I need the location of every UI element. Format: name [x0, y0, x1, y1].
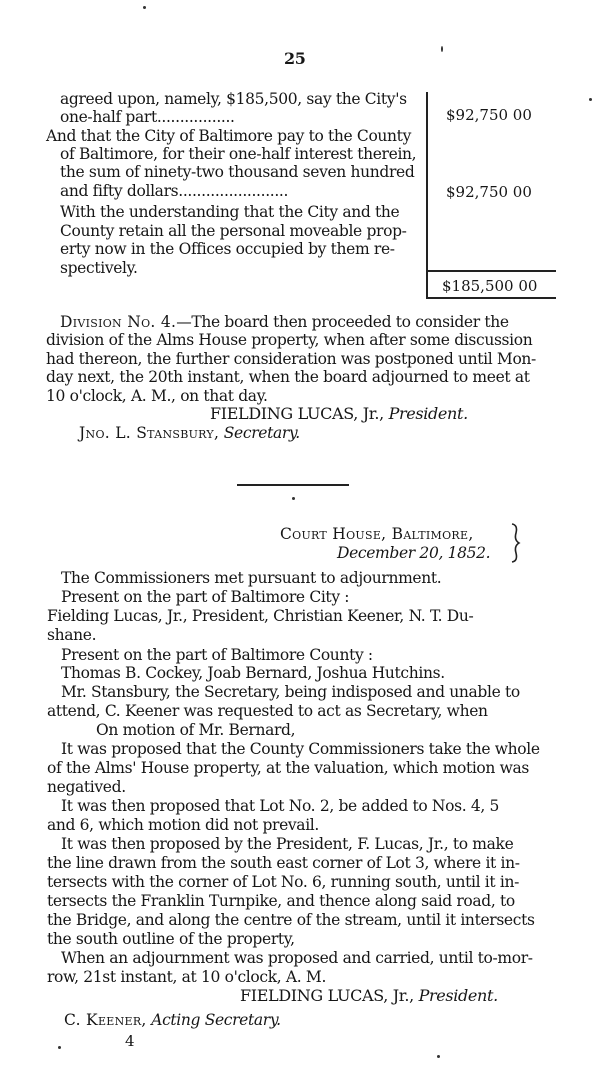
- settlement-line-9: erty now in the Offices occupied by them re-: [60, 240, 395, 258]
- president-name-2: FIELDING LUCAS, Jr.,: [240, 986, 414, 1005]
- speck: [441, 46, 443, 52]
- dateline-date: December 20, 1852.: [337, 544, 491, 562]
- division-line-1-text: —The board then proceeded to consider the: [176, 313, 509, 331]
- acting-secretary-name: C. Keener,: [64, 1011, 147, 1029]
- amount-city-share: $92,750 00: [446, 106, 532, 124]
- minutes-line-6: Thomas B. Cockey, Joab Bernard, Joshua Hutchins.: [61, 664, 445, 682]
- division-line-3: had thereon, the further consideration was postponed until Mon-: [46, 350, 536, 368]
- minutes-line-19: the Bridge, and along the centre of the stream, until it intersects: [47, 911, 535, 929]
- settlement-line-4: of Baltimore, for their one-half interest therein,: [60, 145, 417, 163]
- section-divider: [237, 484, 349, 486]
- settlement-line-1: agreed upon, namely, $185,500, say the City's: [60, 90, 407, 108]
- president-title-2: President.: [418, 986, 498, 1005]
- minutes-line-20: the south outline of the property,: [47, 930, 295, 948]
- total-underline: [426, 297, 556, 299]
- division-line-4: day next, the 20th instant, when the board adjourned to meet at: [46, 368, 530, 386]
- amount-total: $185,500 00: [442, 277, 538, 295]
- settlement-line-8: County retain all the personal moveable prop-: [60, 222, 407, 240]
- minutes-line-21: When an adjournment was proposed and carried, until to-mor-: [61, 949, 533, 967]
- division-line-1: [60, 313, 509, 331]
- total-rule: [426, 270, 556, 272]
- president-title: President.: [388, 404, 468, 423]
- minutes-line-13: It was then proposed that Lot No. 2, be added to Nos. 4, 5: [61, 797, 500, 815]
- secretary-signature: [79, 424, 300, 442]
- minutes-line-5: Present on the part of Baltimore County :: [61, 646, 373, 664]
- minutes-line-9: On motion of Mr. Bernard,: [96, 721, 296, 739]
- minutes-line-4: shane.: [47, 626, 97, 644]
- president-signature: [210, 405, 468, 423]
- page-number: 25: [284, 49, 306, 68]
- secretary-title: Secretary.: [223, 424, 300, 442]
- minutes-line-16: the line drawn from the south east corner of Lot 3, where it in-: [47, 854, 520, 872]
- minutes-line-3: Fielding Lucas, Jr., President, Christian Keener, N. T. Du-: [47, 607, 474, 625]
- speck: [143, 6, 146, 9]
- division-heading: Division No. 4.: [60, 313, 177, 331]
- settlement-line-10: spectively.: [60, 259, 138, 277]
- minutes-line-12: negatived.: [47, 778, 126, 796]
- settlement-line-5: the sum of ninety-two thousand seven hundred: [60, 163, 415, 181]
- acting-secretary-title: Acting Secretary.: [151, 1011, 281, 1029]
- speck: [589, 98, 592, 101]
- signature-mark: 4: [125, 1032, 135, 1050]
- speck: [58, 1046, 61, 1049]
- secretary-name: Jno. L. Stansbury,: [79, 424, 220, 442]
- speck: [292, 497, 295, 500]
- president-name: FIELDING LUCAS, Jr.,: [210, 404, 384, 423]
- amount-column-rule: [426, 92, 428, 298]
- amount-county-share: $92,750 00: [446, 183, 532, 201]
- division-line-2: division of the Alms House property, when after some discussion: [46, 331, 533, 349]
- minutes-line-11: of the Alms' House property, at the valuation, which motion was: [47, 759, 530, 777]
- speck: [437, 1055, 440, 1058]
- settlement-line-6: and fifty dollars........................: [60, 182, 289, 200]
- minutes-line-18: tersects the Franklin Turnpike, and thence along said road, to: [47, 892, 515, 910]
- minutes-line-22: row, 21st instant, at 10 o'clock, A. M.: [47, 968, 327, 986]
- minutes-line-10: It was proposed that the County Commissioners take the whole: [61, 740, 540, 758]
- minutes-line-14: and 6, which motion did not prevail.: [47, 816, 319, 834]
- president-signature-2: [240, 987, 498, 1005]
- minutes-line-1: The Commissioners met pursuant to adjournment.: [61, 569, 442, 587]
- dateline-place: Court House, Baltimore,: [280, 525, 474, 543]
- division-line-5: 10 o'clock, A. M., on that day.: [46, 387, 268, 405]
- minutes-line-7: Mr. Stansbury, the Secretary, being indisposed and unable to: [61, 683, 520, 701]
- minutes-line-15: It was then proposed by the President, F. Lucas, Jr., to make: [61, 835, 514, 853]
- settlement-line-2: one-half part.................: [60, 108, 235, 126]
- minutes-line-17: tersects with the corner of Lot No. 6, running south, until it in-: [47, 873, 519, 891]
- minutes-line-2: Present on the part of Baltimore City :: [61, 588, 350, 606]
- brace-icon: [509, 522, 521, 564]
- settlement-line-7: With the understanding that the City and the: [60, 203, 400, 221]
- minutes-line-8: attend, C. Keener was requested to act as Secretary, when: [47, 702, 488, 720]
- acting-secretary-signature: [64, 1011, 281, 1029]
- settlement-line-3: And that the City of Baltimore pay to the County: [46, 127, 411, 145]
